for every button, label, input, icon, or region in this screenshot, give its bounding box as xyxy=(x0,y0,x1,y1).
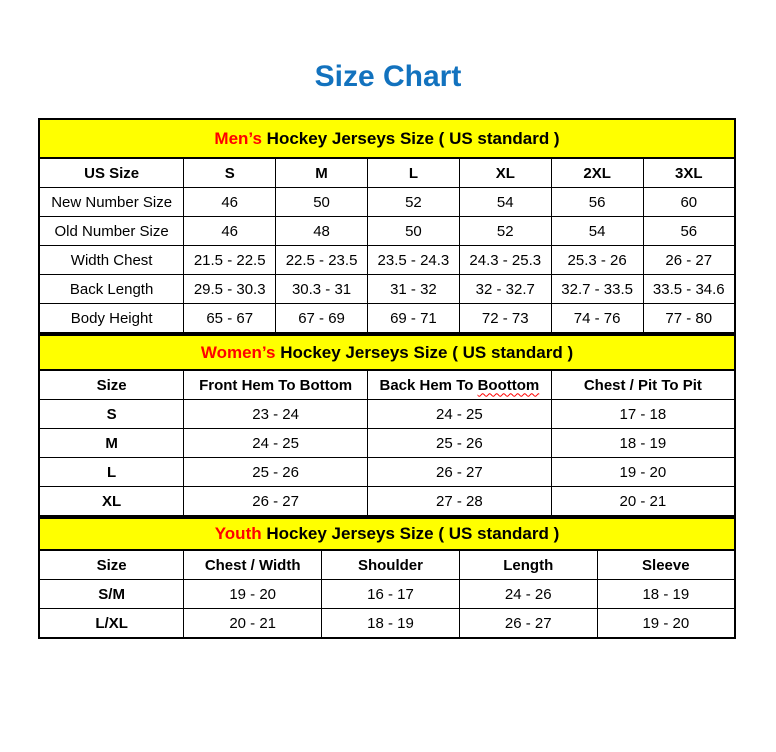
measurement-cell: 46 xyxy=(184,217,276,246)
mens-section-band xyxy=(39,119,735,158)
measurement-cell: 32.7 - 33.5 xyxy=(551,275,643,304)
column-header-cell: Size xyxy=(39,550,184,580)
column-header-cell: 3XL xyxy=(643,158,735,188)
measurement-cell: 22.5 - 23.5 xyxy=(276,246,368,275)
column-header-cell: M xyxy=(276,158,368,188)
row-label-cell: L xyxy=(39,458,184,487)
table-row xyxy=(39,580,735,609)
measurement-cell: 65 - 67 xyxy=(184,304,276,334)
measurement-cell: 77 - 80 xyxy=(643,304,735,334)
mens-band-highlight: Men’s xyxy=(214,128,262,148)
column-header-cell: L xyxy=(367,158,459,188)
table-row xyxy=(39,246,735,275)
measurement-cell: 67 - 69 xyxy=(276,304,368,334)
column-header-cell: Sleeve xyxy=(597,550,735,580)
measurement-cell: 32 - 32.7 xyxy=(459,275,551,304)
womens-band-text: Hockey Jerseys Size ( US standard ) xyxy=(275,342,574,362)
youth-band-text: Hockey Jerseys Size ( US standard ) xyxy=(261,524,560,543)
measurement-cell: 18 - 19 xyxy=(597,580,735,609)
measurement-cell: 24.3 - 25.3 xyxy=(459,246,551,275)
measurement-cell: 56 xyxy=(551,188,643,217)
measurement-cell: 24 - 25 xyxy=(184,429,368,458)
measurement-cell: 17 - 18 xyxy=(551,400,735,429)
row-label-cell: Back Length xyxy=(39,275,184,304)
measurement-cell: 20 - 21 xyxy=(551,487,735,517)
measurement-cell: 50 xyxy=(367,217,459,246)
measurement-cell: 16 - 17 xyxy=(322,580,460,609)
measurement-cell: 18 - 19 xyxy=(322,609,460,639)
measurement-cell: 26 - 27 xyxy=(459,609,597,639)
measurement-cell: 50 xyxy=(276,188,368,217)
column-header-cell: Front Hem To Bottom xyxy=(184,370,368,400)
measurement-cell: 23 - 24 xyxy=(184,400,368,429)
row-label-cell: Old Number Size xyxy=(39,217,184,246)
measurement-cell: 19 - 20 xyxy=(551,458,735,487)
row-label-cell: M xyxy=(39,429,184,458)
measurement-cell: 74 - 76 xyxy=(551,304,643,334)
measurement-cell: 23.5 - 24.3 xyxy=(367,246,459,275)
youth-size-table xyxy=(38,517,736,639)
column-header-cell: Chest / Width xyxy=(184,550,322,580)
measurement-cell: 48 xyxy=(276,217,368,246)
measurement-cell: 24 - 25 xyxy=(368,400,552,429)
column-header-cell: S xyxy=(184,158,276,188)
misspelled-word: Boottom xyxy=(477,376,540,394)
size-chart-tables xyxy=(38,118,736,639)
measurement-cell: 31 - 32 xyxy=(367,275,459,304)
mens-size-table xyxy=(38,118,736,334)
measurement-cell: 30.3 - 31 xyxy=(276,275,368,304)
table-row xyxy=(39,400,735,429)
measurement-cell: 60 xyxy=(643,188,735,217)
measurement-cell: 25 - 26 xyxy=(184,458,368,487)
measurement-cell: 46 xyxy=(184,188,276,217)
measurement-cell: 69 - 71 xyxy=(367,304,459,334)
row-label-cell: Width Chest xyxy=(39,246,184,275)
table-row xyxy=(39,188,735,217)
column-header-cell: US Size xyxy=(39,158,184,188)
womens-header-row xyxy=(39,370,735,400)
measurement-cell: 52 xyxy=(459,217,551,246)
column-header-cell: Shoulder xyxy=(322,550,460,580)
measurement-cell: 56 xyxy=(643,217,735,246)
measurement-cell: 54 xyxy=(551,217,643,246)
table-row xyxy=(39,609,735,639)
table-row xyxy=(39,304,735,334)
measurement-cell: 72 - 73 xyxy=(459,304,551,334)
measurement-cell: 25.3 - 26 xyxy=(551,246,643,275)
table-row xyxy=(39,429,735,458)
measurement-cell: 33.5 - 34.6 xyxy=(643,275,735,304)
youth-section-band xyxy=(39,518,735,550)
row-label-cell: S xyxy=(39,400,184,429)
column-header-cell xyxy=(368,370,552,400)
measurement-cell: 26 - 27 xyxy=(643,246,735,275)
table-row xyxy=(39,458,735,487)
row-label-cell: Body Height xyxy=(39,304,184,334)
measurement-cell: 26 - 27 xyxy=(184,487,368,517)
row-label-cell: XL xyxy=(39,487,184,517)
column-header-cell: Size xyxy=(39,370,184,400)
measurement-cell: 19 - 20 xyxy=(597,609,735,639)
measurement-cell: 54 xyxy=(459,188,551,217)
measurement-cell: 24 - 26 xyxy=(459,580,597,609)
page-title: Size Chart xyxy=(314,60,462,93)
header-text: Back Hem To xyxy=(379,376,478,394)
table-row xyxy=(39,487,735,517)
measurement-cell: 25 - 26 xyxy=(368,429,552,458)
youth-header-row xyxy=(39,550,735,580)
womens-size-table xyxy=(38,334,736,517)
column-header-cell: 2XL xyxy=(551,158,643,188)
measurement-cell: 20 - 21 xyxy=(184,609,322,639)
column-header-cell: Length xyxy=(459,550,597,580)
mens-header-row xyxy=(39,158,735,188)
table-row xyxy=(39,217,735,246)
measurement-cell: 19 - 20 xyxy=(184,580,322,609)
measurement-cell: 18 - 19 xyxy=(551,429,735,458)
youth-band-highlight: Youth xyxy=(214,524,262,543)
table-row xyxy=(39,275,735,304)
mens-band-text: Hockey Jerseys Size ( US standard ) xyxy=(261,128,560,148)
measurement-cell: 21.5 - 22.5 xyxy=(184,246,276,275)
measurement-cell: 26 - 27 xyxy=(368,458,552,487)
column-header-cell: XL xyxy=(459,158,551,188)
womens-section-band xyxy=(39,335,735,370)
womens-band-highlight: Women’s xyxy=(200,342,276,362)
row-label-cell: L/XL xyxy=(39,609,184,639)
measurement-cell: 29.5 - 30.3 xyxy=(184,275,276,304)
measurement-cell: 27 - 28 xyxy=(368,487,552,517)
measurement-cell: 52 xyxy=(367,188,459,217)
column-header-cell: Chest / Pit To Pit xyxy=(551,370,735,400)
row-label-cell: New Number Size xyxy=(39,188,184,217)
row-label-cell: S/M xyxy=(39,580,184,609)
